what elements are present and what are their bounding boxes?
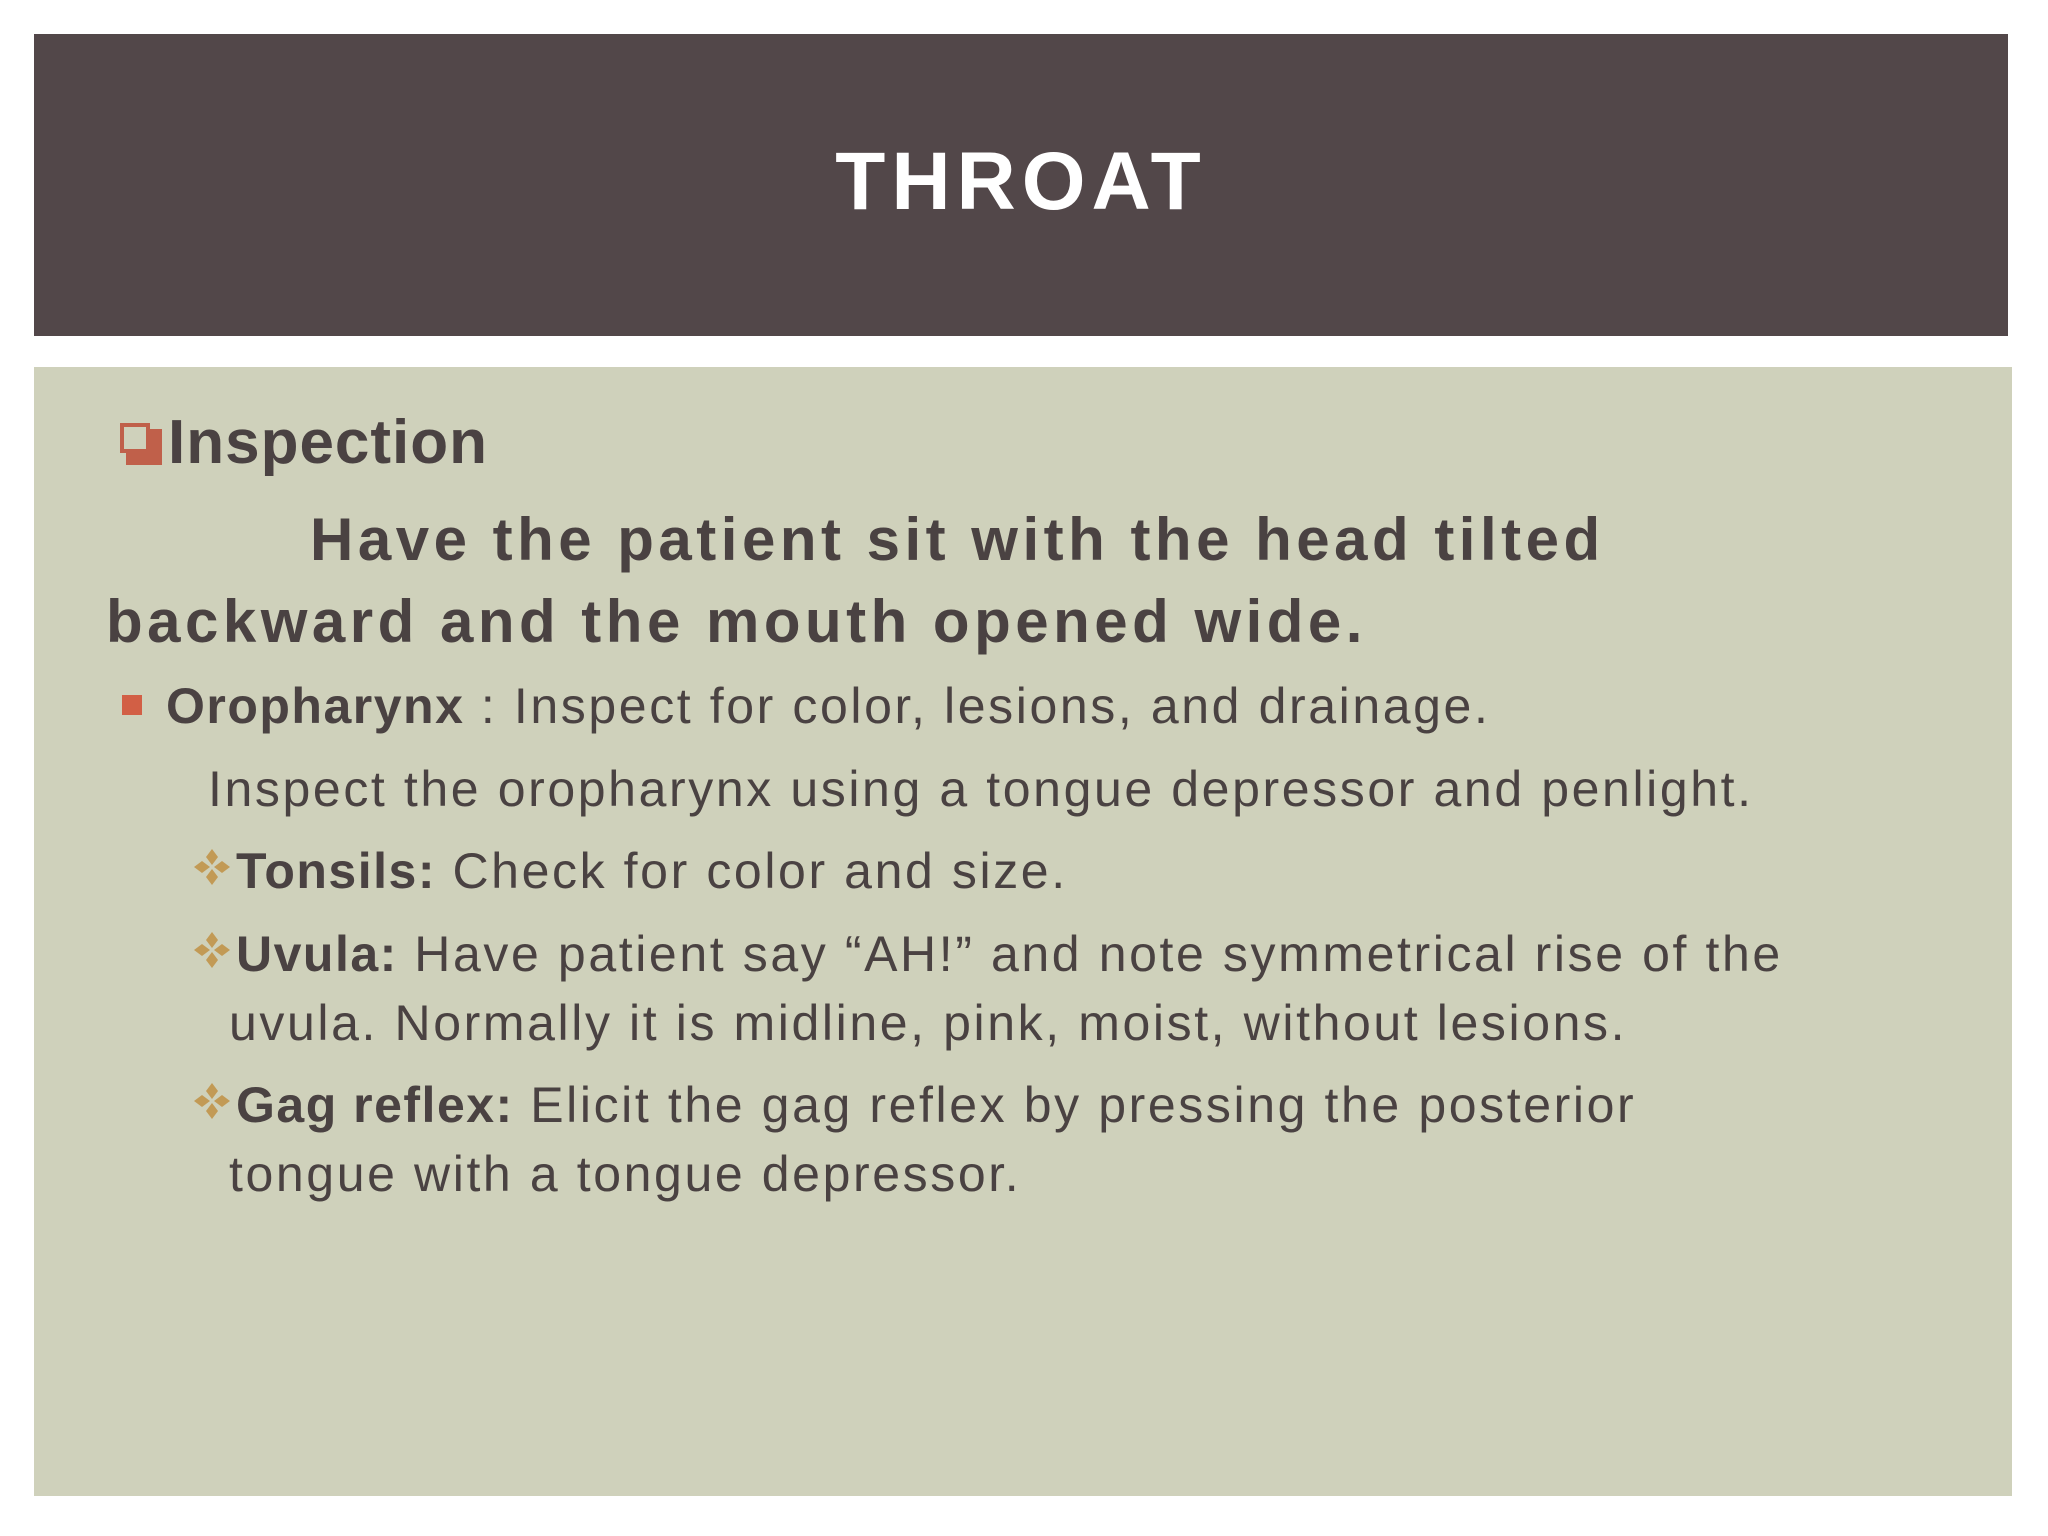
uvula-line — [236, 925, 1783, 983]
tonsils-term: Tonsils: — [236, 843, 436, 899]
content-panel — [34, 367, 2012, 1496]
uvula-text: Have patient say “AH!” and note symmetrical rise of the — [397, 926, 1783, 982]
four-diamond-icon — [192, 930, 232, 970]
tonsils-line — [236, 842, 1068, 900]
oropharynx-term: Oropharynx — [166, 678, 465, 734]
square-bullet-icon — [122, 695, 142, 715]
slide-title: THROAT — [835, 136, 1207, 227]
checkbox-icon — [120, 423, 162, 465]
intro-text-line-1: Have the patient sit with the head tilted — [310, 506, 1605, 573]
gag-reflex-term: Gag reflex: — [236, 1077, 514, 1133]
uvula-continuation: uvula. Normally it is midline, pink, moist, without lesions. — [229, 995, 1628, 1051]
gag-reflex-line — [236, 1076, 1636, 1134]
oropharynx-text: Inspect for color, lesions, and drainage. — [513, 678, 1491, 734]
section-heading-label: Inspection — [168, 408, 489, 477]
oropharynx-line — [166, 677, 1490, 735]
oropharynx-separator: : — [464, 678, 514, 734]
intro-text-line-2: backward and the mouth opened wide. — [106, 588, 1367, 655]
four-diamond-icon — [192, 1081, 232, 1121]
tonsils-text: Check for color and size. — [435, 843, 1068, 899]
gag-reflex-continuation: tongue with a tongue depressor. — [229, 1146, 1022, 1202]
section-heading — [120, 407, 488, 478]
uvula-term: Uvula: — [236, 926, 398, 982]
gag-reflex-text: Elicit the gag reflex by pressing the posterior — [513, 1077, 1637, 1133]
oropharynx-continuation: Inspect the oropharynx using a tongue depressor and penlight. — [208, 761, 1754, 817]
four-diamond-icon — [192, 847, 232, 887]
title-bar — [34, 34, 2008, 336]
